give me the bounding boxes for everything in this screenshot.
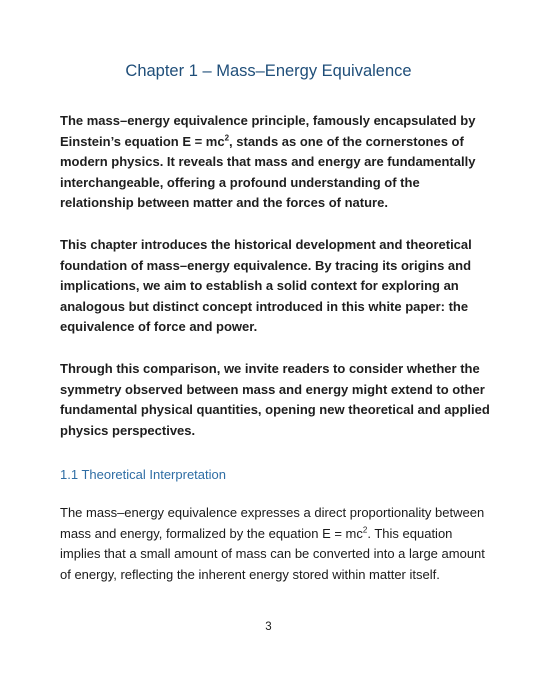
- superscript-2: 2: [224, 133, 230, 143]
- section-paragraph-1-text-a: The mass–energy equivalence expresses a direct proportionality between mass and energy, formalized by the equation E = mc: [60, 505, 485, 541]
- section-paragraph-1-text-b: . This equation implies that a small amount of mass can be converted into a large amount of energy, reflecting the inherent energy stored within matter itself.: [60, 525, 485, 582]
- intro-paragraph-1-text-b: , stands as one of the cornerstones of modern physics. It reveals that mass and energy are fundamentally interchangeable, offering a profound understanding of the relationship between matter and the forces of nature.: [60, 133, 476, 210]
- superscript-2: 2: [362, 525, 368, 535]
- page-number: 3: [265, 621, 272, 633]
- intro-paragraph-3: Through this comparison, we invite readers to consider whether the symmetry observed between mass and energy might extend to other fundamental physical quantities, opening new theoretical and applied physics perspectives.: [60, 361, 490, 438]
- intro-paragraph-2: This chapter introduces the historical development and theoretical foundation of mass–energy equivalence. By tracing its origins and implications, we aim to establish a solid context for exploring an analogous but distinct concept introduced in this white paper: the equivalence of force and power.: [60, 237, 472, 334]
- intro-paragraph-1: [60, 111, 490, 214]
- chapter-title: Chapter 1 – Mass–Energy Equivalence: [125, 62, 412, 80]
- section-heading: 1.1 Theoretical Interpretation: [60, 467, 226, 482]
- intro-paragraph-1-text-a: The mass–energy equivalence principle, famously encapsulated by Einstein’s equation E = mc: [60, 113, 476, 149]
- section-paragraph-1: [60, 503, 490, 585]
